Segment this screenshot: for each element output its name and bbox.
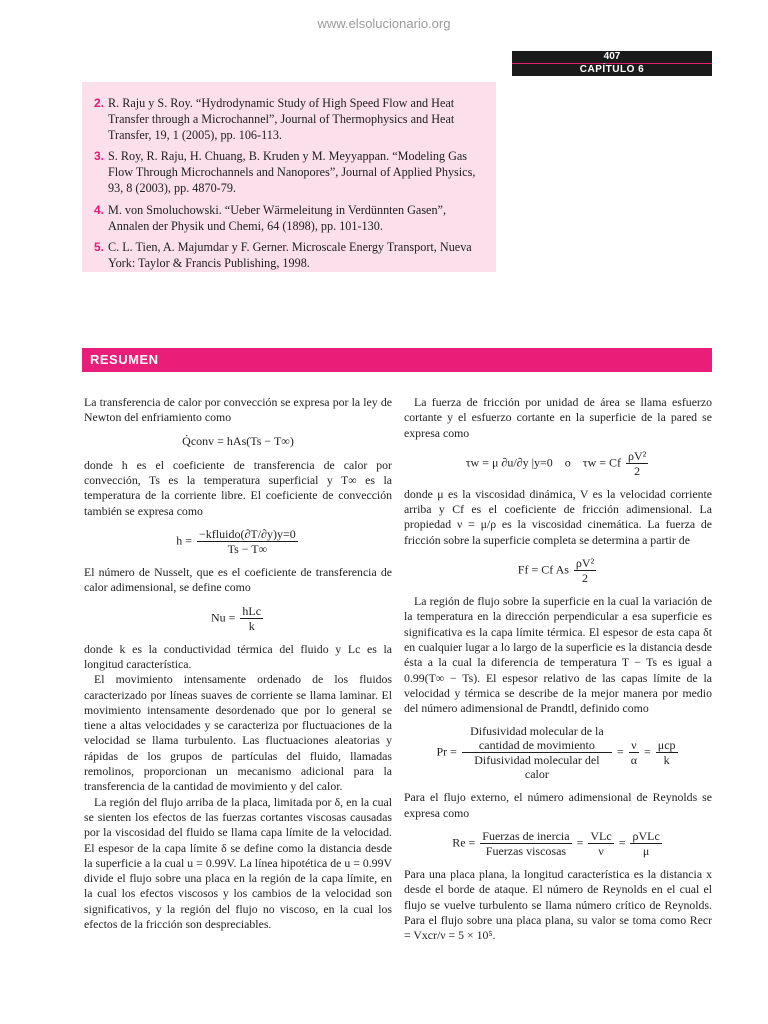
reference-item: 4. M. von Smoluchowski. “Ueber Wärmeleitung in Verdünnten Gasen”, Annalen der Physik und Chemi, 64 (1898), pp. 101-130.: [94, 202, 447, 233]
equation-prandtl: Pr = $\frac{\text{Difusividad molecular de la cantidad de movimiento}}{\text{Difusividad molecular del calor}}$ = $\frac{\nu}{\alpha}$ = $\frac{\text{μcp}}{k}$: [436, 724, 676, 782]
paragraph: Para el flujo externo, el número adimensional de Reynolds se expresa como: [404, 790, 712, 820]
left-column: [84, 395, 392, 932]
paragraph: donde h es el coeficiente de transferencia de calor por convección, Ts es la temperatura superficial y T∞ es la temperatura de la corriente libre. El coeficiente de convección también se expresa como: [84, 457, 392, 518]
page-number: 407: [603, 51, 621, 62]
paragraph: donde μ es la viscosidad dinámica, V es la velocidad corriente arriba y Cf es el coeficiente de fricción adimensional. La propiedad ν = μ/ρ es la viscosidad cinemática. La fuerza de fricción sobre la superficie completa se determina a partir de: [404, 486, 712, 547]
section-title: RESUMEN: [90, 352, 159, 367]
right-column: [404, 395, 712, 944]
paragraph: La región de flujo sobre la superficie en la cual la variación de la temperatura en la dirección perpendicular a esa superficie es significativa es la capa límite térmica. El espesor de esta capa δt en cualquier lugar a lo largo de la superficie es la distancia desde ésta a la cual la diferencia de temperatura T − Ts es igual a 0.99(T∞ − Ts). El espesor relativo de las capas límite de la velocidad y térmica se describe de la mejor manera por medio del número adimensional de Prandtl, definido como: [404, 594, 712, 716]
page-header-tag: [512, 51, 712, 76]
chapter-label: CAPÍTULO 6: [579, 64, 645, 75]
equation-newton-cooling: Q̇conv = hAs(Ts − T∞): [182, 433, 294, 448]
paragraph: La transferencia de calor por convección se expresa por la ley de Newton del enfriamiento como: [84, 395, 392, 425]
paragraph: La región del flujo arriba de la placa, limitada por δ, en la cual se sienten los efectos de las fuerzas cortantes viscosas causadas por la viscosidad del fluido se llama capa límite de la velocidad. El espesor de la capa límite δ se define como la distancia desde la superficie a la cual u = 0.99V. La línea hipotética de u = 0.99V divide el flujo sobre una placa en la región de la capa límite, en la cual los efectos viscosos y los cambios de la velocidad son significativos, y la región del flujo no viscoso, en la cual los efectos de la fricción son despreciables.: [84, 794, 392, 932]
paragraph: La fuerza de fricción por unidad de área se llama esfuerzo cortante y el esfuerzo cortante en la superficie de la pared se expresa como: [404, 395, 712, 440]
section-banner: [82, 348, 712, 372]
reference-item: 3. S. Roy, R. Raju, H. Chuang, B. Kruden y M. Meyyappan. “Modeling Gas Flow Through Microchannels and Nanopores”, Journal of Applied Physics, 93, 8 (2003), pp. 4870-79.: [94, 149, 476, 195]
paragraph: donde k es la conductividad térmica del fluido y Lc es la longitud característica.: [84, 641, 392, 671]
watermark: www.elsolucionario.org: [317, 16, 451, 31]
paragraph: El movimiento intensamente ordenado de los fluidos caracterizado por líneas suaves de corriente se llama laminar. El movimiento intensamente desordenado que por lo general se tiene a altas velocidades y se caracteriza por fluctuaciones de la velocidad se llama turbulento. Las fluctuaciones aleatorias y rápidas de los grupos de partículas del fluido, llamadas remolinos, proporcionan un mecanismo adicional para la transferencia de la cantidad de movimiento y del calor.: [84, 672, 392, 794]
equation-reynolds: Re = $\frac{\text{Fuerzas de inercia}}{\text{Fuerzas viscosas}}$ = $\frac{\text{VLc}}{\nu}$ = $\frac{\text{ρVLc}}{\mu}$: [452, 829, 660, 859]
paragraph: Para una placa plana, la longitud característica es la distancia x desde el borde de ataque. El número de Reynolds en el cual el flujo se vuelve turbulento se llama número crítico de Reynolds. Para el flujo sobre una placa plana, su valor se toma como Recr = Vxcr/ν = 5 × 10⁵.: [404, 867, 712, 943]
reference-item: 5. C. L. Tien, A. Majumdar y F. Gerner. Microscale Energy Transport, Nueva York: Taylor & Francis Publishing, 1998.: [94, 240, 472, 271]
references-box: [82, 82, 496, 272]
equation-nusselt: Nu = $\frac{\text{hLc}}{k}$: [210, 603, 262, 633]
equation-convection-coefficient: h = $\frac{\text{−kfluido(∂T/∂y)y=0}}{Ts - T\infty}$: [176, 527, 296, 557]
paragraph: El número de Nusselt, que es el coeficiente de transferencia de calor adimensional, se define como: [84, 565, 392, 595]
equation-shear-stress: τw = μ ∂u/∂y |y=0 o τw = Cf $\frac{\text{ρV²}}{2}$: [465, 448, 647, 478]
equation-friction-force: Ff = Cf As $\frac{\text{ρV²}}{2}$: [517, 556, 595, 586]
reference-item: 2. R. Raju y S. Roy. “Hydrodynamic Study of High Speed Flow and Heat Transfer through a Microchannel”, Journal of Thermophysics and Heat Transfer, 19, 1 (2005), pp. 106-113.: [94, 96, 455, 142]
